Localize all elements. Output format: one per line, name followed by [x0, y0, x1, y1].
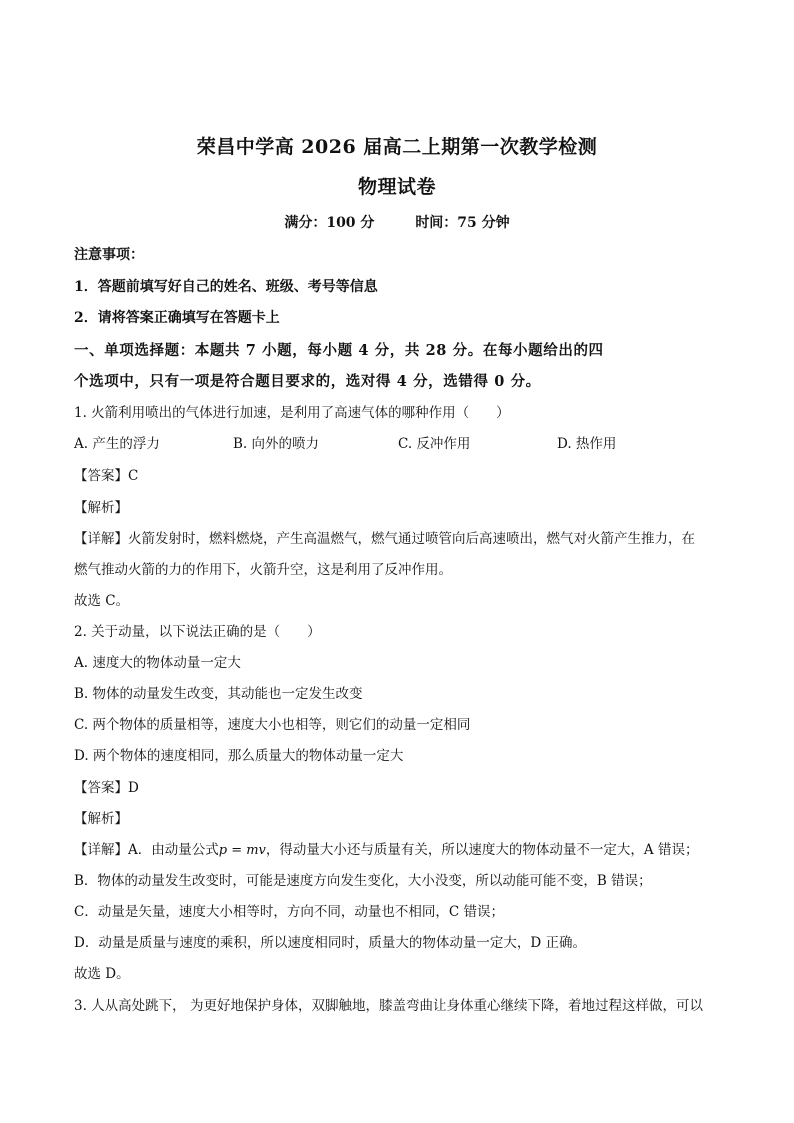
q1-option-a: A. 产生的浮力 [74, 436, 160, 452]
q2-detail-d: D．动量是质量与速度的乘积，所以速度相同时，质量大的物体动量一定大，D 正确。 [74, 935, 586, 951]
notes-item-2: 2．请将答案正确填写在答题卡上 [74, 310, 280, 326]
q2-detail-b: B．物体的动量发生改变时，可能是速度方向发生变化，大小没变，所以动能可能不变，B 错误； [74, 873, 652, 889]
q1-option-b: B. 向外的喷力 [233, 436, 320, 452]
notes-heading: 注意事项： [74, 247, 144, 263]
q2-option-d: D. 两个物体的速度相同，那么质量大的物体动量一定大 [74, 748, 404, 764]
exam-title: 荣昌中学高 2026 届高二上期第一次教学检测 [196, 136, 598, 158]
q2-option-c: C. 两个物体的质量相等，速度大小也相等，则它们的动量一定相同 [74, 717, 471, 733]
q1-stem: 1. 火箭利用喷出的气体进行加速，是利用了高速气体的哪种作用（ ） [74, 405, 510, 421]
q2-detail-a [74, 838, 698, 858]
q2-conclusion: 故选 D。 [74, 966, 130, 982]
q1-detail-line-1: 【详解】火箭发射时，燃料燃烧，产生高温燃气，燃气通过喷管向后高速喷出，燃气对火箭产生推力，在 [74, 531, 695, 547]
q2-analysis-label: 【解析】 [74, 811, 128, 827]
q2-answer: 【答案】D [74, 780, 139, 796]
q1-analysis-label: 【解析】 [74, 500, 128, 516]
q2-option-a: A. 速度大的物体动量一定大 [74, 655, 241, 671]
exam-subject: 物理试卷 [357, 176, 436, 198]
exam-meta [0, 212, 794, 232]
q2-detail-c: C．动量是矢量，速度大小相等时，方向不同，动量也不相同，C 错误； [74, 904, 504, 920]
q1-answer: 【答案】C [74, 468, 139, 484]
q3-stem: 3. 人从高处跳下， 为更好地保护身体，双脚触地，膝盖弯曲让身体重心继续下降，着地过程这样做，可以 [74, 998, 703, 1014]
q1-detail-line-2: 燃气推动火箭的力的作用下，火箭升空，这是利用了反冲作用。 [74, 562, 452, 578]
q2-detail-a-suffix: ，得动量大小还与质量有关，所以速度大的物体动量不一定大，A 错误； [265, 842, 699, 858]
section-1-heading-line-1: 一、单项选择题：本题共 7 小题，每小题 4 分，共 28 分。在每小题给出的四 [74, 342, 604, 359]
momentum-formula: p = mv [218, 843, 266, 858]
q2-option-b: B. 物体的动量发生改变，其动能也一定发生改变 [74, 686, 363, 702]
q2-detail-a-prefix: 【详解】A．由动量公式 [74, 842, 219, 858]
notes-item-1: 1．答题前填写好自己的姓名、班级、考号等信息 [74, 279, 378, 295]
q2-stem: 2. 关于动量，以下说法正确的是（ ） [74, 624, 321, 640]
q1-option-d: D. 热作用 [557, 436, 617, 452]
section-1-heading-line-2: 个选项中，只有一项是符合题目要求的，选对得 4 分，选错得 0 分。 [74, 373, 541, 390]
full-score: 满分：100 分 [284, 215, 375, 231]
q1-conclusion: 故选 C。 [74, 593, 130, 609]
exam-time: 时间：75 分钟 [415, 215, 510, 231]
q1-option-c: C. 反冲作用 [398, 436, 471, 452]
